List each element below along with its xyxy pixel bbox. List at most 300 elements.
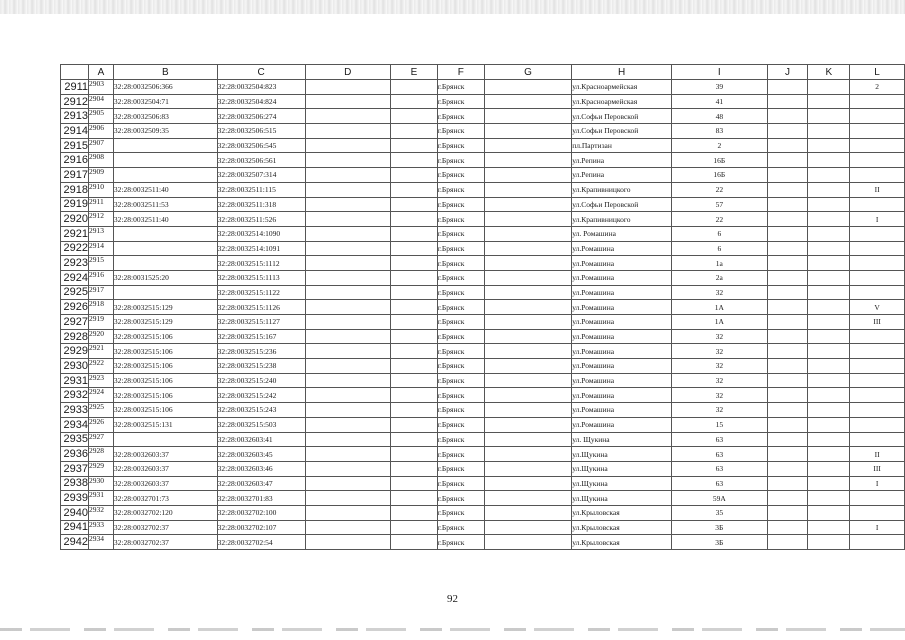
- cell-c[interactable]: 32:28:0032515:1126: [217, 300, 305, 315]
- cell-d[interactable]: [305, 197, 391, 212]
- cell-l[interactable]: I: [850, 212, 905, 227]
- cell-j[interactable]: [767, 447, 808, 462]
- cell-a[interactable]: 2916: [88, 270, 113, 285]
- cell-k[interactable]: [808, 520, 850, 535]
- cell-b[interactable]: [113, 168, 217, 183]
- cell-k[interactable]: [808, 461, 850, 476]
- cell-j[interactable]: [767, 388, 808, 403]
- cell-k[interactable]: [808, 344, 850, 359]
- cell-e[interactable]: [391, 535, 438, 550]
- cell-k[interactable]: [808, 359, 850, 374]
- row-number[interactable]: 2924: [61, 270, 89, 285]
- cell-h[interactable]: ул.Репина: [572, 153, 672, 168]
- cell-k[interactable]: [808, 226, 850, 241]
- cell-j[interactable]: [767, 153, 808, 168]
- cell-e[interactable]: [391, 153, 438, 168]
- cell-i[interactable]: 16Б: [672, 168, 768, 183]
- cell-f[interactable]: г.Брянск: [437, 491, 484, 506]
- cell-i[interactable]: 35: [672, 505, 768, 520]
- cell-i[interactable]: 32: [672, 388, 768, 403]
- cell-d[interactable]: [305, 329, 391, 344]
- cell-h[interactable]: ул.Репина: [572, 168, 672, 183]
- cell-h[interactable]: ул.Крыловская: [572, 520, 672, 535]
- cell-j[interactable]: [767, 241, 808, 256]
- cell-j[interactable]: [767, 359, 808, 374]
- cell-b[interactable]: 32:28:0032603:37: [113, 476, 217, 491]
- cell-j[interactable]: [767, 212, 808, 227]
- cell-e[interactable]: [391, 241, 438, 256]
- column-header-k[interactable]: K: [808, 65, 850, 80]
- cell-f[interactable]: г.Брянск: [437, 285, 484, 300]
- cell-l[interactable]: [850, 256, 905, 271]
- cell-c[interactable]: 32:28:0032514:1091: [217, 241, 305, 256]
- cell-c[interactable]: 32:28:0032603:45: [217, 447, 305, 462]
- cell-i[interactable]: 32: [672, 403, 768, 418]
- cell-g[interactable]: [484, 226, 572, 241]
- cell-g[interactable]: [484, 344, 572, 359]
- row-number[interactable]: 2912: [61, 94, 89, 109]
- cell-h[interactable]: ул.Ромашина: [572, 388, 672, 403]
- column-header-a[interactable]: A: [88, 65, 113, 80]
- cell-l[interactable]: [850, 359, 905, 374]
- cell-g[interactable]: [484, 109, 572, 124]
- cell-h[interactable]: ул.Софьи Перовской: [572, 124, 672, 139]
- row-number[interactable]: 2919: [61, 197, 89, 212]
- row-number[interactable]: 2916: [61, 153, 89, 168]
- cell-l[interactable]: 2: [850, 80, 905, 95]
- cell-i[interactable]: 83: [672, 124, 768, 139]
- row-number[interactable]: 2936: [61, 447, 89, 462]
- cell-g[interactable]: [484, 417, 572, 432]
- column-header-g[interactable]: G: [484, 65, 572, 80]
- cell-j[interactable]: [767, 417, 808, 432]
- cell-d[interactable]: [305, 520, 391, 535]
- cell-k[interactable]: [808, 491, 850, 506]
- cell-c[interactable]: 32:28:0032506:545: [217, 138, 305, 153]
- cell-j[interactable]: [767, 505, 808, 520]
- row-number[interactable]: 2911: [61, 80, 89, 95]
- cell-l[interactable]: [850, 417, 905, 432]
- cell-e[interactable]: [391, 447, 438, 462]
- cell-c[interactable]: 32:28:0032506:274: [217, 109, 305, 124]
- cell-h[interactable]: ул.Красноармейская: [572, 80, 672, 95]
- column-header-d[interactable]: D: [305, 65, 391, 80]
- cell-h[interactable]: ул.Щукина: [572, 461, 672, 476]
- cell-a[interactable]: 2912: [88, 212, 113, 227]
- cell-g[interactable]: [484, 94, 572, 109]
- cell-g[interactable]: [484, 212, 572, 227]
- cell-j[interactable]: [767, 138, 808, 153]
- cell-h[interactable]: ул.Ромашина: [572, 285, 672, 300]
- cell-h[interactable]: ул. Ромашина: [572, 226, 672, 241]
- cell-k[interactable]: [808, 403, 850, 418]
- cell-d[interactable]: [305, 359, 391, 374]
- cell-i[interactable]: 32: [672, 373, 768, 388]
- cell-k[interactable]: [808, 109, 850, 124]
- row-number[interactable]: 2914: [61, 124, 89, 139]
- cell-b[interactable]: 32:28:0032515:106: [113, 388, 217, 403]
- cell-h[interactable]: ул.Ромашина: [572, 417, 672, 432]
- cell-a[interactable]: 2917: [88, 285, 113, 300]
- cell-b[interactable]: 32:28:0032515:106: [113, 373, 217, 388]
- cell-f[interactable]: г.Брянск: [437, 212, 484, 227]
- cell-l[interactable]: II: [850, 447, 905, 462]
- cell-j[interactable]: [767, 344, 808, 359]
- cell-a[interactable]: 2925: [88, 403, 113, 418]
- cell-f[interactable]: г.Брянск: [437, 535, 484, 550]
- cell-d[interactable]: [305, 388, 391, 403]
- cell-g[interactable]: [484, 285, 572, 300]
- cell-a[interactable]: 2934: [88, 535, 113, 550]
- cell-f[interactable]: г.Брянск: [437, 461, 484, 476]
- cell-g[interactable]: [484, 403, 572, 418]
- cell-e[interactable]: [391, 168, 438, 183]
- cell-c[interactable]: 32:28:0032515:243: [217, 403, 305, 418]
- cell-l[interactable]: I: [850, 476, 905, 491]
- cell-j[interactable]: [767, 432, 808, 447]
- cell-b[interactable]: [113, 285, 217, 300]
- column-header-b[interactable]: B: [113, 65, 217, 80]
- cell-l[interactable]: [850, 505, 905, 520]
- cell-k[interactable]: [808, 138, 850, 153]
- cell-d[interactable]: [305, 403, 391, 418]
- cell-e[interactable]: [391, 359, 438, 374]
- cell-b[interactable]: [113, 256, 217, 271]
- cell-f[interactable]: г.Брянск: [437, 432, 484, 447]
- row-number[interactable]: 2933: [61, 403, 89, 418]
- cell-e[interactable]: [391, 315, 438, 330]
- row-number[interactable]: 2931: [61, 373, 89, 388]
- cell-c[interactable]: 32:28:0032515:240: [217, 373, 305, 388]
- cell-c[interactable]: 32:28:0032701:83: [217, 491, 305, 506]
- cell-j[interactable]: [767, 285, 808, 300]
- cell-e[interactable]: [391, 80, 438, 95]
- cell-a[interactable]: 2906: [88, 124, 113, 139]
- cell-a[interactable]: 2921: [88, 344, 113, 359]
- cell-l[interactable]: [850, 226, 905, 241]
- cell-b[interactable]: 32:28:0032515:106: [113, 403, 217, 418]
- cell-d[interactable]: [305, 212, 391, 227]
- cell-d[interactable]: [305, 109, 391, 124]
- cell-f[interactable]: г.Брянск: [437, 270, 484, 285]
- row-number[interactable]: 2920: [61, 212, 89, 227]
- cell-k[interactable]: [808, 329, 850, 344]
- cell-e[interactable]: [391, 300, 438, 315]
- cell-g[interactable]: [484, 388, 572, 403]
- cell-a[interactable]: 2932: [88, 505, 113, 520]
- cell-j[interactable]: [767, 461, 808, 476]
- cell-g[interactable]: [484, 461, 572, 476]
- cell-h[interactable]: ул.Ромашина: [572, 270, 672, 285]
- cell-a[interactable]: 2908: [88, 153, 113, 168]
- cell-d[interactable]: [305, 94, 391, 109]
- cell-a[interactable]: 2914: [88, 241, 113, 256]
- cell-e[interactable]: [391, 520, 438, 535]
- cell-b[interactable]: 32:28:0032506:83: [113, 109, 217, 124]
- cell-c[interactable]: 32:28:0032515:167: [217, 329, 305, 344]
- cell-g[interactable]: [484, 520, 572, 535]
- cell-a[interactable]: 2933: [88, 520, 113, 535]
- cell-k[interactable]: [808, 373, 850, 388]
- cell-g[interactable]: [484, 124, 572, 139]
- cell-d[interactable]: [305, 138, 391, 153]
- cell-b[interactable]: 32:28:0032515:106: [113, 329, 217, 344]
- row-number[interactable]: 2934: [61, 417, 89, 432]
- cell-l[interactable]: [850, 168, 905, 183]
- cell-l[interactable]: [850, 344, 905, 359]
- cell-d[interactable]: [305, 417, 391, 432]
- cell-d[interactable]: [305, 80, 391, 95]
- cell-c[interactable]: 32:28:0032504:824: [217, 94, 305, 109]
- cell-b[interactable]: 32:28:0032515:129: [113, 315, 217, 330]
- cell-h[interactable]: ул.Ромашина: [572, 403, 672, 418]
- cell-c[interactable]: 32:28:0032702:107: [217, 520, 305, 535]
- cell-c[interactable]: 32:28:0032603:46: [217, 461, 305, 476]
- cell-l[interactable]: [850, 535, 905, 550]
- cell-a[interactable]: 2915: [88, 256, 113, 271]
- cell-a[interactable]: 2911: [88, 197, 113, 212]
- cell-h[interactable]: ул.Щукина: [572, 491, 672, 506]
- cell-j[interactable]: [767, 476, 808, 491]
- cell-f[interactable]: г.Брянск: [437, 403, 484, 418]
- cell-a[interactable]: 2907: [88, 138, 113, 153]
- cell-a[interactable]: 2909: [88, 168, 113, 183]
- cell-a[interactable]: 2913: [88, 226, 113, 241]
- cell-j[interactable]: [767, 94, 808, 109]
- cell-k[interactable]: [808, 212, 850, 227]
- cell-e[interactable]: [391, 461, 438, 476]
- row-number[interactable]: 2925: [61, 285, 89, 300]
- column-header-l[interactable]: L: [850, 65, 905, 80]
- column-header-e[interactable]: E: [391, 65, 438, 80]
- cell-f[interactable]: г.Брянск: [437, 256, 484, 271]
- row-number[interactable]: 2922: [61, 241, 89, 256]
- cell-h[interactable]: ул.Ромашина: [572, 373, 672, 388]
- cell-d[interactable]: [305, 432, 391, 447]
- cell-i[interactable]: 48: [672, 109, 768, 124]
- cell-b[interactable]: 32:28:0032603:37: [113, 461, 217, 476]
- cell-g[interactable]: [484, 432, 572, 447]
- cell-e[interactable]: [391, 270, 438, 285]
- cell-i[interactable]: 1А: [672, 300, 768, 315]
- cell-c[interactable]: 32:28:0032603:47: [217, 476, 305, 491]
- cell-f[interactable]: г.Брянск: [437, 344, 484, 359]
- cell-e[interactable]: [391, 94, 438, 109]
- cell-h[interactable]: ул.Крапивницкого: [572, 182, 672, 197]
- cell-h[interactable]: ул.Ромашина: [572, 359, 672, 374]
- cell-f[interactable]: г.Брянск: [437, 197, 484, 212]
- cell-j[interactable]: [767, 315, 808, 330]
- cell-a[interactable]: 2927: [88, 432, 113, 447]
- cell-d[interactable]: [305, 153, 391, 168]
- row-number[interactable]: 2938: [61, 476, 89, 491]
- cell-b[interactable]: 32:28:0032515:129: [113, 300, 217, 315]
- cell-d[interactable]: [305, 491, 391, 506]
- cell-l[interactable]: [850, 432, 905, 447]
- cell-d[interactable]: [305, 285, 391, 300]
- cell-c[interactable]: 32:28:0032515:1113: [217, 270, 305, 285]
- cell-a[interactable]: 2919: [88, 315, 113, 330]
- cell-k[interactable]: [808, 285, 850, 300]
- cell-i[interactable]: 22: [672, 182, 768, 197]
- column-header-f[interactable]: F: [437, 65, 484, 80]
- cell-k[interactable]: [808, 300, 850, 315]
- cell-f[interactable]: г.Брянск: [437, 359, 484, 374]
- cell-e[interactable]: [391, 212, 438, 227]
- row-number[interactable]: 2941: [61, 520, 89, 535]
- cell-b[interactable]: 32:28:0032701:73: [113, 491, 217, 506]
- cell-f[interactable]: г.Брянск: [437, 315, 484, 330]
- cell-f[interactable]: г.Брянск: [437, 329, 484, 344]
- cell-l[interactable]: [850, 388, 905, 403]
- cell-h[interactable]: ул.Ромашина: [572, 300, 672, 315]
- cell-e[interactable]: [391, 124, 438, 139]
- cell-c[interactable]: 32:28:0032515:1122: [217, 285, 305, 300]
- cell-l[interactable]: III: [850, 315, 905, 330]
- row-number[interactable]: 2930: [61, 359, 89, 374]
- cell-l[interactable]: [850, 329, 905, 344]
- cell-k[interactable]: [808, 153, 850, 168]
- cell-l[interactable]: V: [850, 300, 905, 315]
- cell-c[interactable]: 32:28:0032515:236: [217, 344, 305, 359]
- cell-j[interactable]: [767, 168, 808, 183]
- cell-a[interactable]: 2904: [88, 94, 113, 109]
- cell-b[interactable]: 32:28:0032515:106: [113, 359, 217, 374]
- cell-l[interactable]: [850, 491, 905, 506]
- cell-g[interactable]: [484, 270, 572, 285]
- cell-f[interactable]: г.Брянск: [437, 505, 484, 520]
- cell-g[interactable]: [484, 153, 572, 168]
- cell-e[interactable]: [391, 197, 438, 212]
- cell-e[interactable]: [391, 417, 438, 432]
- cell-b[interactable]: [113, 138, 217, 153]
- cell-g[interactable]: [484, 491, 572, 506]
- cell-l[interactable]: [850, 285, 905, 300]
- cell-g[interactable]: [484, 256, 572, 271]
- cell-c[interactable]: 32:28:0032506:561: [217, 153, 305, 168]
- cell-l[interactable]: [850, 241, 905, 256]
- row-number[interactable]: 2923: [61, 256, 89, 271]
- cell-g[interactable]: [484, 359, 572, 374]
- cell-b[interactable]: 32:28:0032515:106: [113, 344, 217, 359]
- cell-h[interactable]: ул.Ромашина: [572, 256, 672, 271]
- cell-b[interactable]: 32:28:0032702:37: [113, 535, 217, 550]
- cell-k[interactable]: [808, 94, 850, 109]
- cell-e[interactable]: [391, 432, 438, 447]
- cell-i[interactable]: 3Б: [672, 520, 768, 535]
- cell-b[interactable]: 32:28:0032702:37: [113, 520, 217, 535]
- cell-g[interactable]: [484, 241, 572, 256]
- cell-a[interactable]: 2926: [88, 417, 113, 432]
- cell-d[interactable]: [305, 476, 391, 491]
- cell-e[interactable]: [391, 403, 438, 418]
- cell-g[interactable]: [484, 535, 572, 550]
- cell-j[interactable]: [767, 535, 808, 550]
- cell-i[interactable]: 2: [672, 138, 768, 153]
- cell-i[interactable]: 3Б: [672, 535, 768, 550]
- column-header-h[interactable]: H: [572, 65, 672, 80]
- cell-k[interactable]: [808, 388, 850, 403]
- row-number[interactable]: 2921: [61, 226, 89, 241]
- cell-j[interactable]: [767, 491, 808, 506]
- cell-l[interactable]: [850, 197, 905, 212]
- cell-g[interactable]: [484, 197, 572, 212]
- cell-i[interactable]: 41: [672, 94, 768, 109]
- cell-f[interactable]: г.Брянск: [437, 138, 484, 153]
- cell-l[interactable]: [850, 124, 905, 139]
- cell-c[interactable]: 32:28:0032702:54: [217, 535, 305, 550]
- cell-l[interactable]: [850, 153, 905, 168]
- cell-h[interactable]: ул.Крыловская: [572, 535, 672, 550]
- cell-k[interactable]: [808, 432, 850, 447]
- cell-h[interactable]: ул.Крыловская: [572, 505, 672, 520]
- row-number[interactable]: 2939: [61, 491, 89, 506]
- column-header-j[interactable]: J: [767, 65, 808, 80]
- cell-d[interactable]: [305, 505, 391, 520]
- cell-e[interactable]: [391, 182, 438, 197]
- cell-e[interactable]: [391, 256, 438, 271]
- cell-g[interactable]: [484, 138, 572, 153]
- row-number[interactable]: 2929: [61, 344, 89, 359]
- cell-i[interactable]: 2а: [672, 270, 768, 285]
- cell-b[interactable]: 32:28:0032511:40: [113, 182, 217, 197]
- cell-i[interactable]: 15: [672, 417, 768, 432]
- cell-b[interactable]: 32:28:0032603:37: [113, 447, 217, 462]
- cell-j[interactable]: [767, 124, 808, 139]
- cell-b[interactable]: 32:28:0031525:20: [113, 270, 217, 285]
- cell-k[interactable]: [808, 168, 850, 183]
- column-header-c[interactable]: C: [217, 65, 305, 80]
- cell-a[interactable]: 2903: [88, 80, 113, 95]
- cell-l[interactable]: [850, 270, 905, 285]
- cell-b[interactable]: 32:28:0032506:366: [113, 80, 217, 95]
- cell-c[interactable]: 32:28:0032506:515: [217, 124, 305, 139]
- cell-k[interactable]: [808, 447, 850, 462]
- cell-b[interactable]: [113, 432, 217, 447]
- cell-c[interactable]: 32:28:0032511:526: [217, 212, 305, 227]
- cell-b[interactable]: 32:28:0032511:40: [113, 212, 217, 227]
- cell-g[interactable]: [484, 447, 572, 462]
- cell-e[interactable]: [391, 388, 438, 403]
- cell-e[interactable]: [391, 329, 438, 344]
- cell-h[interactable]: ул.Красноармейская: [572, 94, 672, 109]
- cell-h[interactable]: ул.Софьи Перовской: [572, 109, 672, 124]
- cell-f[interactable]: г.Брянск: [437, 373, 484, 388]
- cell-c[interactable]: 32:28:0032515:503: [217, 417, 305, 432]
- cell-d[interactable]: [305, 226, 391, 241]
- cell-g[interactable]: [484, 373, 572, 388]
- cell-i[interactable]: 6: [672, 226, 768, 241]
- cell-h[interactable]: ул.Ромашина: [572, 344, 672, 359]
- cell-a[interactable]: 2923: [88, 373, 113, 388]
- cell-i[interactable]: 63: [672, 476, 768, 491]
- cell-k[interactable]: [808, 476, 850, 491]
- cell-d[interactable]: [305, 270, 391, 285]
- cell-j[interactable]: [767, 403, 808, 418]
- cell-e[interactable]: [391, 109, 438, 124]
- cell-i[interactable]: 32: [672, 344, 768, 359]
- cell-f[interactable]: г.Брянск: [437, 94, 484, 109]
- cell-c[interactable]: 32:28:0032515:1127: [217, 315, 305, 330]
- cell-a[interactable]: 2924: [88, 388, 113, 403]
- cell-a[interactable]: 2920: [88, 329, 113, 344]
- cell-j[interactable]: [767, 182, 808, 197]
- cell-f[interactable]: г.Брянск: [437, 109, 484, 124]
- cell-a[interactable]: 2928: [88, 447, 113, 462]
- cell-l[interactable]: I: [850, 520, 905, 535]
- cell-d[interactable]: [305, 373, 391, 388]
- cell-e[interactable]: [391, 344, 438, 359]
